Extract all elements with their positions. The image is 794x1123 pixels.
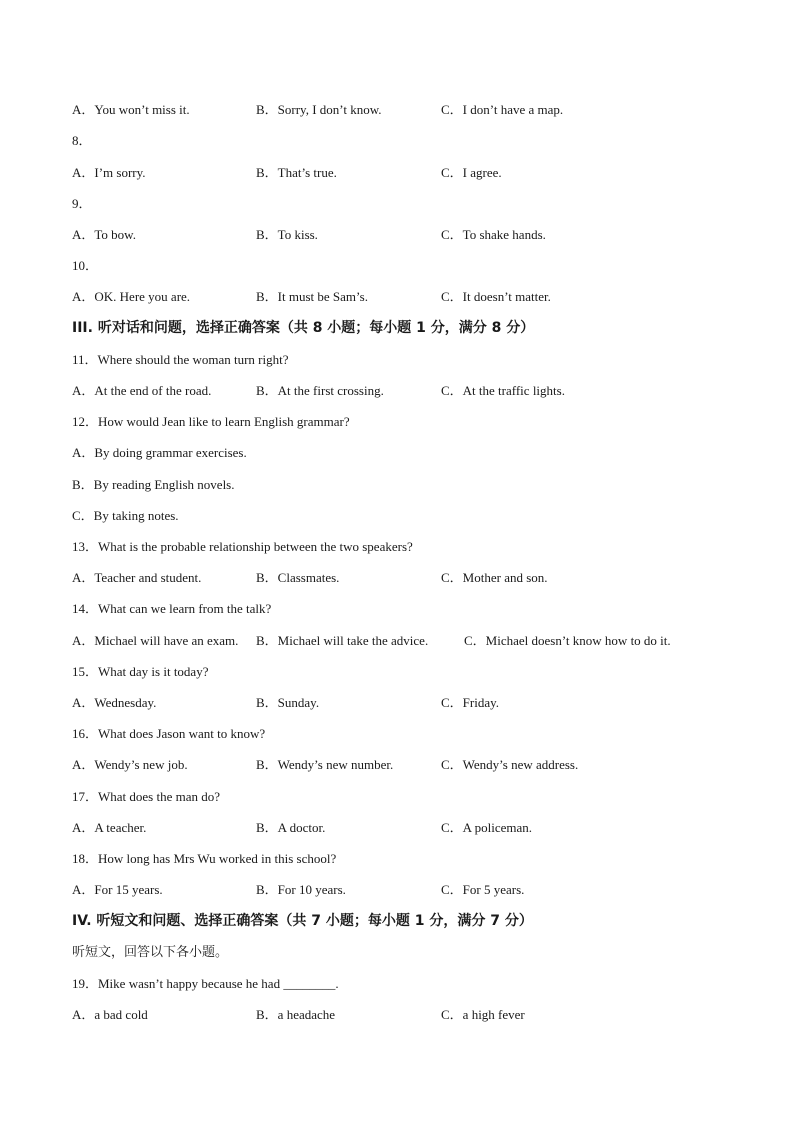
q17-question: 17．What does the man do?	[72, 789, 221, 804]
q18-question: 18．How long has Mrs Wu worked in this school?	[72, 851, 337, 866]
option-b: B．It must be Sam’s.	[256, 289, 368, 304]
option-c: C．At the traffic lights.	[441, 383, 565, 398]
q19-options	[72, 1005, 754, 1025]
option-c: C．a high fever	[441, 1007, 525, 1022]
option-c: C．Friday.	[441, 695, 500, 710]
option-b: B．At the first crossing.	[256, 383, 384, 398]
q11-question: 11．Where should the woman turn right?	[72, 352, 289, 367]
q15-question: 15．What day is it today?	[72, 664, 209, 679]
q12-option-b: B．By reading English novels.	[72, 477, 235, 492]
q13-options	[72, 568, 754, 588]
option-b: B．Sorry, I don’t know.	[256, 102, 382, 117]
option-c: C．To shake hands.	[441, 227, 546, 242]
q12-option-a: A．By doing grammar exercises.	[72, 445, 247, 460]
q12-option-c: C．By taking notes.	[72, 508, 179, 523]
option-a: A．A teacher.	[72, 820, 147, 835]
q17-options	[72, 818, 754, 838]
option-a: A．At the end of the road.	[72, 383, 212, 398]
q12-question: 12．How would Jean like to learn English grammar?	[72, 414, 350, 429]
option-c: C．A policeman.	[441, 820, 532, 835]
option-b: B．To kiss.	[256, 227, 318, 242]
q8-number: 8．	[72, 133, 92, 148]
q14-options	[72, 631, 754, 651]
q8-options	[72, 163, 754, 183]
option-c: C．I agree.	[441, 165, 502, 180]
option-a: A．For 15 years.	[72, 882, 163, 897]
option-a: A．OK. Here you are.	[72, 289, 191, 304]
q11-options	[72, 381, 754, 401]
q10-number: 10．	[72, 258, 99, 273]
option-a: A．a bad cold	[72, 1007, 148, 1022]
section-4-instruction: 听短文，回答以下各小题。	[72, 945, 229, 960]
option-a: A．To bow.	[72, 227, 136, 242]
option-b: B．Wendy’s new number.	[256, 757, 394, 772]
option-a: A．Wendy’s new job.	[72, 757, 188, 772]
q15-options	[72, 693, 754, 713]
option-b: B．That’s true.	[256, 165, 337, 180]
q14-question: 14．What can we learn from the talk?	[72, 601, 272, 616]
option-b: B．Classmates.	[256, 570, 340, 585]
option-a: A．Wednesday.	[72, 695, 157, 710]
q16-question: 16．What does Jason want to know?	[72, 726, 266, 741]
q10-options	[72, 287, 754, 307]
section-4-heading: IV. 听短文和问题、选择正确答案（共 7 小题；每小题 1 分，满分 7 分）	[72, 913, 533, 929]
option-c: C．For 5 years.	[441, 882, 525, 897]
q9-options	[72, 225, 754, 245]
q18-options	[72, 880, 754, 900]
q7-options	[72, 100, 754, 120]
option-c: C．It doesn’t matter.	[441, 289, 551, 304]
q13-question: 13．What is the probable relationship between the two speakers?	[72, 539, 413, 554]
option-c: C．Wendy’s new address.	[441, 757, 579, 772]
q19-question: 19．Mike wasn’t happy because he had ________.	[72, 976, 339, 991]
q16-options	[72, 755, 754, 775]
option-b: B．Sunday.	[256, 695, 320, 710]
option-a: A．I’m sorry.	[72, 165, 146, 180]
option-a: A．You won’t miss it.	[72, 102, 190, 117]
q9-number: 9．	[72, 196, 92, 211]
section-3-heading: III. 听对话和问题，选择正确答案（共 8 小题；每小题 1 分，满分 8 分）	[72, 320, 535, 336]
option-b: B．a headache	[256, 1007, 336, 1022]
option-a: A．Teacher and student.	[72, 570, 202, 585]
option-b: B．For 10 years.	[256, 882, 346, 897]
option-c: C．Mother and son.	[441, 570, 548, 585]
option-a: A．Michael will have an exam.	[72, 633, 239, 648]
option-c: C．I don’t have a map.	[441, 102, 564, 117]
option-b: B．A doctor.	[256, 820, 326, 835]
option-c: C．Michael doesn’t know how to do it.	[464, 633, 671, 648]
option-b: B．Michael will take the advice.	[256, 633, 429, 648]
